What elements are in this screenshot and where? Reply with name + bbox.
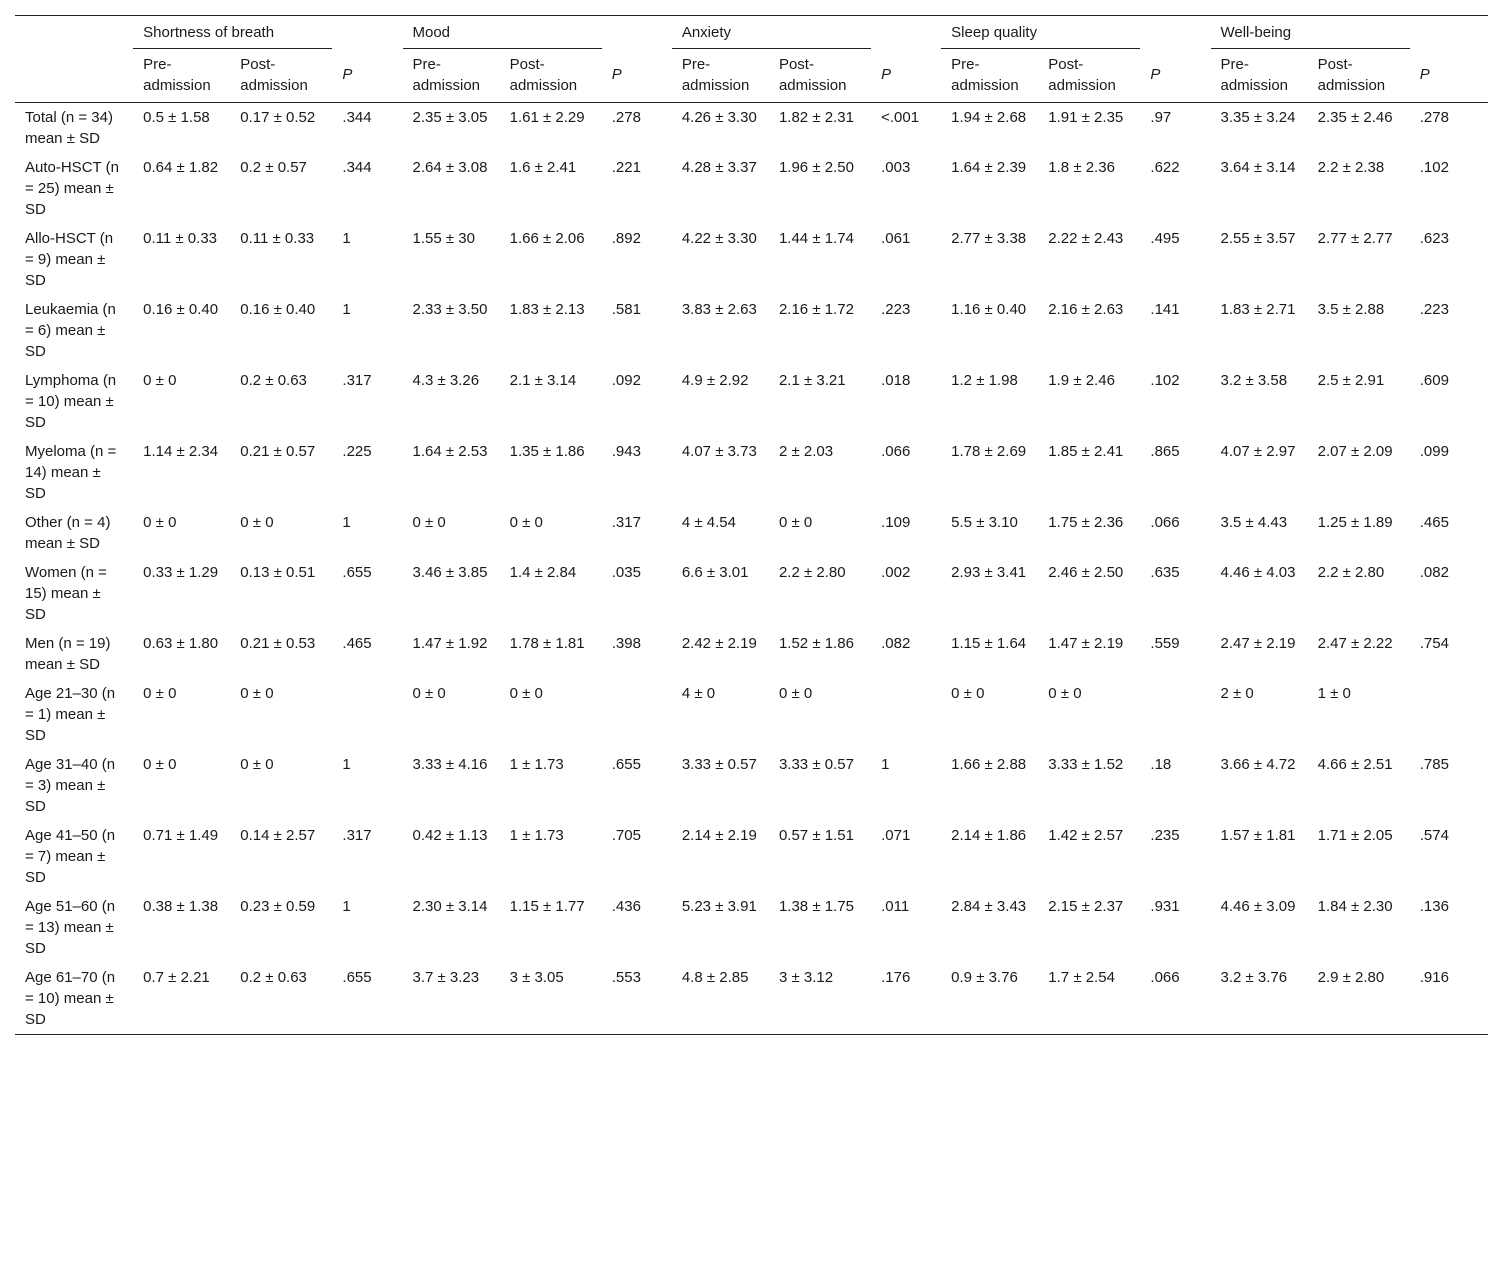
table-cell: 1.64 ± 2.39 (951, 159, 1027, 176)
p-value-cell: .066 (881, 443, 911, 460)
table-cell: 4.3 ± 3.26 (412, 372, 480, 389)
table-cell: 0.5 ± 1.58 (143, 109, 210, 126)
table-cell: 2.64 ± 3.08 (412, 159, 488, 176)
table-cell: 0 ± 0 (143, 756, 177, 773)
table-cell: 2.77 ± 3.38 (951, 230, 1027, 247)
table-cell: 2.16 ± 1.72 (778, 301, 854, 318)
table-cell: 1.42 ± 2.57 (1048, 827, 1124, 844)
results-table (15, 15, 1488, 1035)
table-cell: 0 ± 0 (778, 685, 813, 702)
col-header-post: Post-admission (1308, 49, 1410, 103)
table-cell: 1.84 ± 2.30 (1317, 898, 1393, 915)
table-row (15, 679, 1488, 750)
p-value-cell: .436 (611, 898, 641, 915)
table-cell: 0 ± 0 (509, 685, 543, 702)
table-cell: 1.8 ± 2.36 (1048, 159, 1115, 176)
table-cell: 2.15 ± 2.37 (1048, 898, 1124, 915)
p-value-cell: .278 (611, 109, 641, 126)
p-value-cell (871, 679, 941, 750)
table-cell: 1 ± 1.73 (509, 756, 564, 773)
table-cell: 2.77 ± 2.77 (1317, 230, 1393, 247)
p-value-cell: .278 (1419, 109, 1449, 126)
table-cell: 4.66 ± 2.51 (1317, 756, 1393, 773)
p-value-cell (1410, 679, 1488, 750)
table-cell: 1.57 ± 1.81 (1220, 827, 1296, 844)
table-cell: 4.22 ± 3.30 (681, 230, 757, 247)
table-cell: 1.82 ± 2.31 (778, 109, 854, 126)
table-row (15, 153, 1488, 224)
p-value-cell: .18 (1150, 756, 1172, 773)
col-header-p: P (871, 49, 941, 103)
table-row (15, 629, 1488, 679)
table-cell: 2.2 ± 2.80 (1317, 564, 1385, 581)
p-value-cell: .931 (1150, 898, 1180, 915)
p-value-cell: .635 (1150, 564, 1180, 581)
p-value-cell: .495 (1150, 230, 1180, 247)
p-value-cell: .082 (1419, 564, 1449, 581)
table-row (15, 558, 1488, 629)
table-cell: 0.42 ± 1.13 (412, 827, 488, 844)
p-value-cell: 1 (342, 301, 351, 318)
table-cell: 1.35 ± 1.86 (509, 443, 585, 460)
table-cell: 2.14 ± 2.19 (681, 827, 757, 844)
table-cell: 1.2 ± 1.98 (951, 372, 1018, 389)
row-label: Age 61–70 (n = 10) mean ± SD (25, 969, 116, 1028)
row-label: Auto-HSCT (n = 25) mean ± SD (25, 159, 119, 218)
p-value-cell: .655 (342, 969, 372, 986)
table-cell: 0 ± 0 (412, 514, 446, 531)
table-cell: 0.11 ± 0.33 (143, 230, 217, 247)
table-cell: 4.28 ± 3.37 (681, 159, 757, 176)
table-cell: 1.7 ± 2.54 (1048, 969, 1115, 986)
row-label: Age 51–60 (n = 13) mean ± SD (25, 898, 116, 957)
group-header-row (15, 16, 1488, 49)
table-cell: 2.2 ± 2.80 (778, 564, 846, 581)
table-cell: 2.1 ± 3.21 (778, 372, 846, 389)
table-cell: 1 ± 0 (1317, 685, 1351, 702)
table-row (15, 750, 1488, 821)
col-header-post: Post-admission (769, 49, 871, 103)
col-header-p: P (1140, 49, 1210, 103)
table-cell: 0 ± 0 (143, 514, 177, 531)
table-cell: 2.47 ± 2.19 (1220, 635, 1296, 652)
table-cell: 1.15 ± 1.64 (951, 635, 1027, 652)
table-cell: 2 ± 0 (1220, 685, 1254, 702)
p-value-cell: .892 (611, 230, 641, 247)
table-cell: 1.94 ± 2.68 (951, 109, 1027, 126)
row-label: Myeloma (n = 14) mean ± SD (25, 443, 117, 502)
p-value-cell: 1 (342, 514, 351, 531)
table-cell: 2.1 ± 3.14 (509, 372, 577, 389)
table-cell: 0.16 ± 0.40 (143, 301, 219, 318)
table-cell: 1.66 ± 2.88 (951, 756, 1027, 773)
table-cell: 2.9 ± 2.80 (1317, 969, 1385, 986)
table-cell: 1.75 ± 2.36 (1048, 514, 1124, 531)
row-label: Allo-HSCT (n = 9) mean ± SD (25, 230, 114, 289)
row-label: Age 31–40 (n = 3) mean ± SD (25, 756, 116, 815)
p-value-cell: .865 (1150, 443, 1180, 460)
table-cell: 1.96 ± 2.50 (778, 159, 854, 176)
p-value-cell: .136 (1419, 898, 1449, 915)
table-cell: 4.46 ± 3.09 (1220, 898, 1296, 915)
table-cell: 3.35 ± 3.24 (1220, 109, 1296, 126)
row-label: Leukaemia (n = 6) mean ± SD (25, 301, 116, 360)
table-cell: 1.78 ± 2.69 (951, 443, 1027, 460)
table-row (15, 366, 1488, 437)
table-cell: 0.64 ± 1.82 (143, 159, 219, 176)
p-value-cell (1140, 679, 1210, 750)
group-header-shortness-of-breath: Shortness of breath (133, 16, 332, 49)
p-value-cell: 1 (342, 230, 351, 247)
col-header-p: P (332, 49, 402, 103)
table-cell: 0.7 ± 2.21 (143, 969, 210, 986)
table-cell: 1.47 ± 2.19 (1048, 635, 1124, 652)
table-cell: 1.83 ± 2.71 (1220, 301, 1296, 318)
table-cell: 0.9 ± 3.76 (951, 969, 1018, 986)
table-cell: 0 ± 0 (240, 756, 274, 773)
col-header-pre: Pre-admission (672, 49, 769, 103)
table-cell: 2.2 ± 2.38 (1317, 159, 1385, 176)
p-value-cell: .099 (1419, 443, 1449, 460)
p-value-cell: .235 (1150, 827, 1180, 844)
table-cell: 5.23 ± 3.91 (681, 898, 757, 915)
table-cell: 1.91 ± 2.35 (1048, 109, 1124, 126)
p-value-cell: .943 (611, 443, 641, 460)
row-label: Lymphoma (n = 10) mean ± SD (25, 372, 117, 431)
p-value-cell: .553 (611, 969, 641, 986)
table-cell: 0.23 ± 0.59 (240, 898, 316, 915)
table-cell: 3.46 ± 3.85 (412, 564, 488, 581)
group-header-well-being: Well-being (1211, 16, 1410, 49)
table-cell: 3 ± 3.05 (509, 969, 564, 986)
table-cell: 1.14 ± 2.34 (143, 443, 219, 460)
p-value-cell: .225 (342, 443, 372, 460)
p-value-cell: .754 (1419, 635, 1449, 652)
col-header-post: Post-admission (1038, 49, 1140, 103)
table-cell: 3.2 ± 3.76 (1220, 969, 1288, 986)
p-value-cell: 1 (342, 898, 351, 915)
table-cell: 3.33 ± 1.52 (1048, 756, 1124, 773)
row-label: Age 21–30 (n = 1) mean ± SD (25, 685, 116, 744)
table-cell: 4.07 ± 2.97 (1220, 443, 1296, 460)
p-value-cell: .609 (1419, 372, 1449, 389)
table-cell: 0 ± 0 (240, 514, 274, 531)
p-value-cell: .141 (1150, 301, 1180, 318)
table-cell: 2.47 ± 2.22 (1317, 635, 1393, 652)
group-header-anxiety: Anxiety (672, 16, 871, 49)
table-cell: 2.46 ± 2.50 (1048, 564, 1124, 581)
table-cell: 3 ± 3.12 (778, 969, 834, 986)
p-value-cell: <.001 (881, 109, 920, 126)
p-value-cell: .066 (1150, 969, 1180, 986)
col-header-p: P (1410, 49, 1488, 103)
table-cell: 0.71 ± 1.49 (143, 827, 219, 844)
table-cell: 1.78 ± 1.81 (509, 635, 585, 652)
group-header-sleep-quality: Sleep quality (941, 16, 1140, 49)
table-row (15, 963, 1488, 1035)
p-value-cell: 1 (342, 756, 351, 773)
table-cell: 1.15 ± 1.77 (509, 898, 585, 915)
table-cell: 0.2 ± 0.63 (240, 969, 307, 986)
p-value-cell: .559 (1150, 635, 1180, 652)
table-cell: 1.71 ± 2.05 (1317, 827, 1393, 844)
p-value-cell: .071 (881, 827, 911, 844)
col-header-pre: Pre-admission (133, 49, 230, 103)
table-row (15, 892, 1488, 963)
p-value-cell: 1 (881, 756, 890, 773)
p-value-cell: .066 (1150, 514, 1180, 531)
table-cell: 4.9 ± 2.92 (681, 372, 749, 389)
table-cell: 0.13 ± 0.51 (240, 564, 316, 581)
col-header-pre: Pre-admission (403, 49, 500, 103)
p-value-cell (602, 679, 672, 750)
p-value-cell: .035 (611, 564, 641, 581)
table-cell: 2.42 ± 2.19 (681, 635, 757, 652)
table-cell: 2.84 ± 3.43 (951, 898, 1027, 915)
table-cell: 0.21 ± 0.53 (240, 635, 316, 652)
p-value-cell: .002 (881, 564, 911, 581)
table-cell: 2.93 ± 3.41 (951, 564, 1027, 581)
table-cell: 1.85 ± 2.41 (1048, 443, 1124, 460)
p-value-cell: .344 (342, 109, 372, 126)
table-cell: 1.6 ± 2.41 (509, 159, 577, 176)
table-cell: 2.35 ± 2.46 (1317, 109, 1393, 126)
p-value-cell: .398 (611, 635, 641, 652)
row-label: Total (n = 34) mean ± SD (25, 109, 113, 147)
p-value-cell: .622 (1150, 159, 1180, 176)
table-cell: 3.5 ± 4.43 (1220, 514, 1288, 531)
table-cell: 1.44 ± 1.74 (778, 230, 854, 247)
table-cell: 3.33 ± 0.57 (681, 756, 757, 773)
table-cell: 6.6 ± 3.01 (681, 564, 749, 581)
row-label: Men (n = 19) mean ± SD (25, 635, 111, 673)
table-cell: 2 ± 2.03 (778, 443, 834, 460)
table-cell: 1.55 ± 30 (412, 230, 475, 247)
p-value-cell: .109 (881, 514, 911, 531)
table-cell: 1.47 ± 1.92 (412, 635, 488, 652)
col-header-post: Post-admission (230, 49, 332, 103)
table-row (15, 295, 1488, 366)
table-cell: 0 ± 0 (509, 514, 543, 531)
table-cell: 1.38 ± 1.75 (778, 898, 854, 915)
p-value-cell: .655 (342, 564, 372, 581)
p-value-cell: .317 (342, 827, 372, 844)
table-cell: 4.07 ± 3.73 (681, 443, 757, 460)
table-cell: 0 ± 0 (240, 685, 274, 702)
sub-header-row (15, 49, 1488, 103)
table-cell: 2.16 ± 2.63 (1048, 301, 1124, 318)
p-value-cell: .018 (881, 372, 911, 389)
table-cell: 2.33 ± 3.50 (412, 301, 488, 318)
p-value-cell: .317 (611, 514, 641, 531)
p-value-cell: .785 (1419, 756, 1449, 773)
table-cell: 0.57 ± 1.51 (778, 827, 854, 844)
table-cell: 0 ± 0 (1048, 685, 1082, 702)
col-header-p: P (602, 49, 672, 103)
table-cell: 1.9 ± 2.46 (1048, 372, 1115, 389)
table-cell: 0 ± 0 (951, 685, 985, 702)
col-header-post: Post-admission (500, 49, 602, 103)
row-label: Other (n = 4) mean ± SD (25, 514, 111, 552)
p-value-cell: .176 (881, 969, 911, 986)
table-cell: 4.46 ± 4.03 (1220, 564, 1296, 581)
table-cell: 1.4 ± 2.84 (509, 564, 577, 581)
table-cell: 3.2 ± 3.58 (1220, 372, 1288, 389)
table-cell: 1 ± 1.73 (509, 827, 564, 844)
table-cell: 1.61 ± 2.29 (509, 109, 585, 126)
table-cell: 2.35 ± 3.05 (412, 109, 488, 126)
table-cell: 0.33 ± 1.29 (143, 564, 219, 581)
p-value-cell: .061 (881, 230, 911, 247)
table-cell: 0.2 ± 0.63 (240, 372, 307, 389)
table-cell: 3.33 ± 0.57 (778, 756, 854, 773)
p-value-cell: .223 (881, 301, 911, 318)
table-cell: 2.22 ± 2.43 (1048, 230, 1124, 247)
table-cell: 4.8 ± 2.85 (681, 969, 749, 986)
corner-cell (15, 16, 133, 49)
table-cell: 2.07 ± 2.09 (1317, 443, 1393, 460)
table-cell: 1.52 ± 1.86 (778, 635, 854, 652)
table-cell: 4 ± 4.54 (681, 514, 736, 531)
table-row (15, 437, 1488, 508)
p-value-cell: .465 (342, 635, 372, 652)
col-header-pre: Pre-admission (1211, 49, 1308, 103)
table-cell: 1.16 ± 0.40 (951, 301, 1027, 318)
table-row (15, 508, 1488, 558)
table-cell: 0.14 ± 2.57 (240, 827, 316, 844)
table-cell: 0.38 ± 1.38 (143, 898, 219, 915)
table-cell: 3.83 ± 2.63 (681, 301, 757, 318)
p-value-cell: .317 (342, 372, 372, 389)
table-cell: 4 ± 0 (681, 685, 716, 702)
table-cell: 1.83 ± 2.13 (509, 301, 585, 318)
table-cell: 3.66 ± 4.72 (1220, 756, 1296, 773)
p-value-cell: .102 (1150, 372, 1180, 389)
p-value-cell (332, 679, 402, 750)
p-value-cell: .344 (342, 159, 372, 176)
table-cell: 0 ± 0 (412, 685, 446, 702)
table-row (15, 821, 1488, 892)
group-header-mood: Mood (403, 16, 602, 49)
p-value-cell: .011 (881, 898, 910, 915)
row-label: Women (n = 15) mean ± SD (25, 564, 107, 623)
table-cell: 0.21 ± 0.57 (240, 443, 316, 460)
table-row (15, 224, 1488, 295)
p-value-cell: .655 (611, 756, 641, 773)
table-body (15, 103, 1488, 1035)
table-cell: 0.16 ± 0.40 (240, 301, 316, 318)
table-cell: 0.63 ± 1.80 (143, 635, 219, 652)
p-value-cell: .082 (881, 635, 911, 652)
p-value-cell: .916 (1419, 969, 1449, 986)
table-cell: 5.5 ± 3.10 (951, 514, 1018, 531)
p-value-cell: .465 (1419, 514, 1449, 531)
col-header-pre: Pre-admission (941, 49, 1038, 103)
table-cell: 3.5 ± 2.88 (1317, 301, 1385, 318)
p-value-cell: .102 (1419, 159, 1449, 176)
table-cell: 0 ± 0 (143, 372, 177, 389)
p-value-cell: .003 (881, 159, 911, 176)
table-cell: 0.2 ± 0.57 (240, 159, 307, 176)
p-value-cell: .705 (611, 827, 641, 844)
table-cell: 3.64 ± 3.14 (1220, 159, 1296, 176)
table-cell: 0 ± 0 (778, 514, 813, 531)
table-cell: 0.17 ± 0.52 (240, 109, 316, 126)
table-cell: 3.7 ± 3.23 (412, 969, 480, 986)
p-value-cell: .97 (1150, 109, 1172, 126)
table-cell: 4.26 ± 3.30 (681, 109, 757, 126)
table-cell: 3.33 ± 4.16 (412, 756, 488, 773)
table-cell: 0 ± 0 (143, 685, 177, 702)
row-label: Age 41–50 (n = 7) mean ± SD (25, 827, 116, 886)
table-cell: 1.25 ± 1.89 (1317, 514, 1393, 531)
p-value-cell: .623 (1419, 230, 1449, 247)
table-cell: 2.5 ± 2.91 (1317, 372, 1385, 389)
p-value-cell: .092 (611, 372, 641, 389)
p-value-cell: .574 (1419, 827, 1449, 844)
table-cell: 0.11 ± 0.33 (240, 230, 315, 247)
table-cell: 2.30 ± 3.14 (412, 898, 488, 915)
p-value-cell: .223 (1419, 301, 1449, 318)
table-cell: 1.66 ± 2.06 (509, 230, 585, 247)
table-row (15, 103, 1488, 154)
table-cell: 2.14 ± 1.86 (951, 827, 1027, 844)
table-cell: 2.55 ± 3.57 (1220, 230, 1296, 247)
p-value-cell: .581 (611, 301, 641, 318)
p-value-cell: .221 (611, 159, 641, 176)
table-cell: 1.64 ± 2.53 (412, 443, 488, 460)
